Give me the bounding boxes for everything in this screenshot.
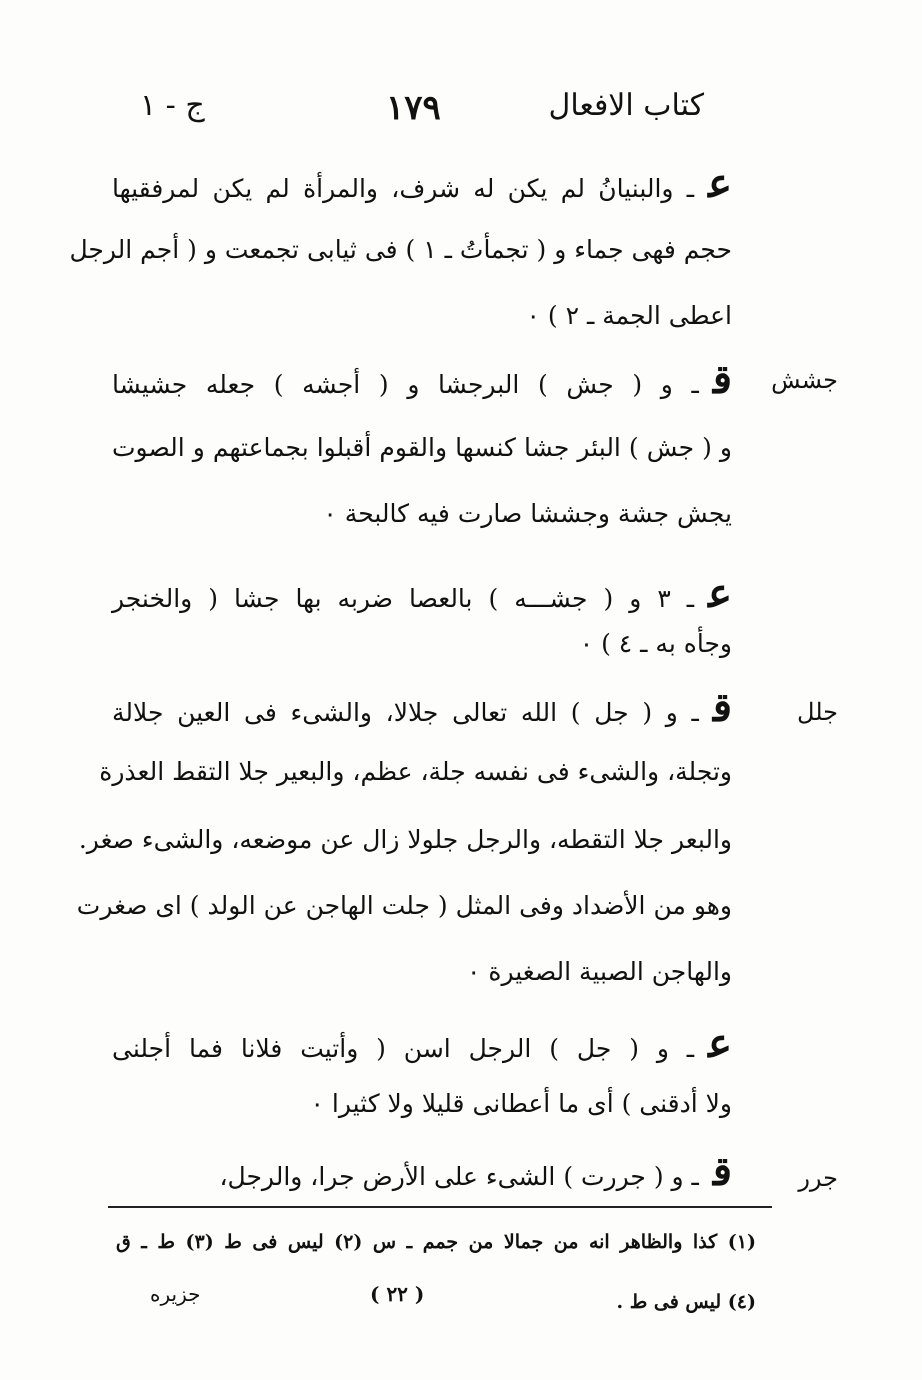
margin-root-word: جلل — [797, 698, 838, 726]
entry-marker: ق — [712, 684, 732, 731]
text-line: والهاجن الصبية الصغيرة ٠ — [466, 957, 732, 986]
entry-marker: ع — [708, 160, 732, 207]
text-line: وهو من الأضداد وفى المثل ( جلت الهاجن عن الولد ) اى صغرت — [76, 891, 732, 920]
text-line: عـ و ( جل ) الرجل اسن ( وأتيت فلانا فما أجلنى — [112, 1020, 732, 1067]
entry-marker: ع — [708, 570, 732, 617]
signature-word: جزيره — [150, 1282, 201, 1306]
entry-marker: ق — [712, 356, 732, 403]
text-line: وجأه به ـ ٤ ) ٠ — [579, 629, 732, 658]
margin-root-word: جرر — [798, 1164, 838, 1192]
text-line: والبعر جلا التقطه، والرجل جلولا زال عن موضعه، والشىء صغر. — [78, 825, 732, 854]
footnote-divider — [108, 1206, 772, 1208]
running-title: كتاب الافعال — [548, 88, 704, 123]
text-line: يجش جشة وجششا صارت فيه كالبحة ٠ — [323, 499, 732, 528]
margin-root-word: جشش — [771, 366, 838, 394]
text-line: و ( جش ) البئر جشا كنسها والقوم أقبلوا بجماعتهم و الصوت — [112, 433, 732, 462]
text-line: اعطى الجمة ـ ٢ ) ٠ — [526, 301, 732, 330]
footnote-line: (١) كذا والظاهر انه من جمالا من جمم ـ س (٢) ليس فى ط (٣) ط ـ ق — [116, 1231, 756, 1253]
text-line: عـ والبنيانُ لم يكن له شرف، والمرأة لم يكن لمرفقيها — [112, 160, 732, 207]
text-line: عـ ٣ و ( جشـــه ) بالعصا ضربه بها جشا ( والخنجر — [112, 570, 732, 617]
text-line: قـ و ( جش ) البرجشا و ( أجشه ) جعله جشيشا — [112, 356, 732, 403]
text-line: وتجلة، والشىء فى نفسه جلة، عظم، والبعير جلا التقط العذرة — [99, 757, 732, 786]
text-line: ولا أدقنى ) أى ما أعطانى قليلا ولا كثيرا ٠ — [310, 1089, 732, 1118]
page-number: ١٧٩ — [386, 88, 441, 128]
entry-marker: ع — [708, 1020, 732, 1067]
text-line: قـ و ( جل ) الله تعالى جلالا، والشىء فى العين جلالة — [112, 684, 732, 731]
entry-marker: ق — [712, 1148, 732, 1195]
footnote-line: (٤) ليس فى ط . — [616, 1291, 756, 1313]
signature-number: ( ٢٢ ) — [370, 1282, 425, 1306]
volume-label: ج - ١ — [140, 88, 205, 123]
text-line: قـ و ( جررت ) الشىء على الأرض جرا، والرجل، — [219, 1148, 732, 1195]
text-line: حجم فهى جماء و ( تجمأتُ ـ ١ ) فى ثيابى تجمعت و ( أجم الرجل — [69, 235, 732, 264]
